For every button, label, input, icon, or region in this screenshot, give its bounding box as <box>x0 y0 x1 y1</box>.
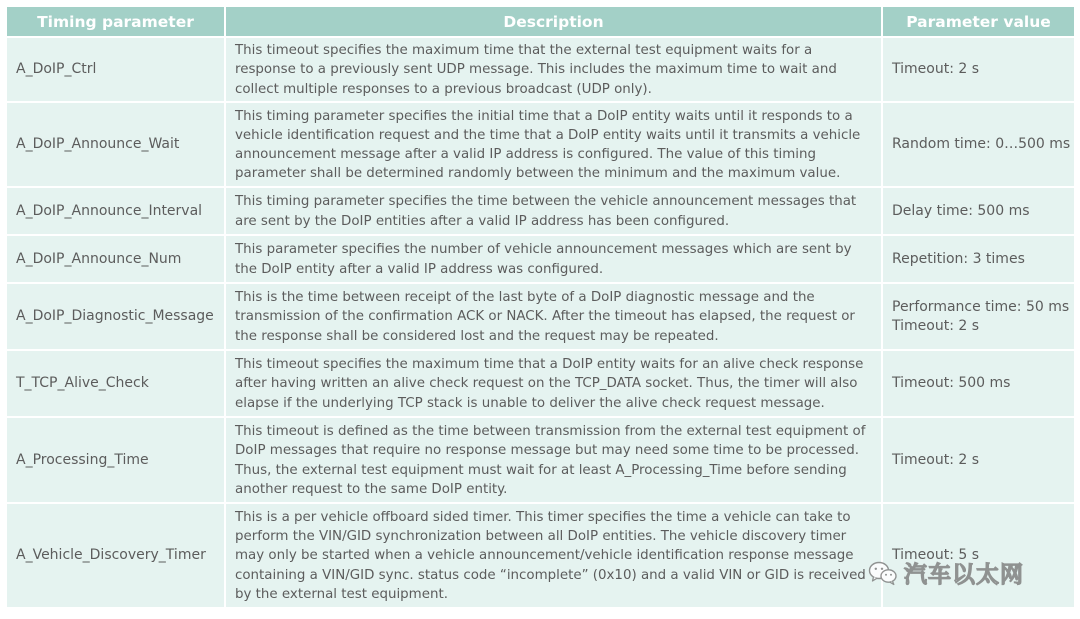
header-description: Description <box>226 7 881 36</box>
row-description: This timeout specifies the maximum time that the external test equipment waits for a response to a previously sent UDP message. This includes the maximum time to wait and collect multiple responses to a previous broadcast (UDP only). <box>226 38 881 101</box>
wechat-icon <box>868 560 898 586</box>
value-line: Repetition: 3 times <box>892 250 1025 267</box>
table-row <box>7 236 1074 282</box>
value-line: Delay time: 500 ms <box>892 202 1030 219</box>
row-timing-parameter: A_Processing_Time <box>7 418 224 502</box>
row-timing-parameter: A_Vehicle_Discovery_Timer <box>7 504 224 607</box>
row-parameter-value <box>883 236 1074 282</box>
value-line: Performance time: 50 ms <box>892 298 1070 315</box>
table-row <box>7 38 1074 101</box>
row-timing-parameter: A_DoIP_Announce_Interval <box>7 188 224 234</box>
row-parameter-value <box>883 284 1074 349</box>
table-row <box>7 351 1074 416</box>
table-header-row <box>7 7 1074 36</box>
value-line: Timeout: 2 s <box>892 318 980 334</box>
watermark <box>868 556 1024 589</box>
row-description: This timeout is defined as the time between transmission from the external test equipment of DoIP messages that require no response message but may need some time to be processed. Thus, the external test equipment must wait for at least A_Processing_Time before sending another request to the same DoIP entity. <box>226 418 881 502</box>
row-timing-parameter: A_DoIP_Announce_Wait <box>7 103 224 186</box>
value-line: Random time: 0…500 ms <box>892 136 1071 153</box>
row-description: This is a per vehicle offboard sided timer. This timer specifies the time a vehicle can take to perform the VIN/GID synchronization between all DoIP entities. The vehicle discovery timer may only be started when a vehicle announcement/vehicle identification response message containing a VIN/GID sync. status code “incomplete” (0x10) and a valid VIN or GID is received by the external test equipment. <box>226 504 881 607</box>
row-description: This timing parameter specifies the initial time that a DoIP entity waits until it responds to a vehicle identification request and the time that a DoIP entity waits until it transmits a vehicle announcement message after a valid IP address is configured. The value of this timing parameter shall be determined randomly between the minimum and the maximum value. <box>226 103 881 186</box>
row-description: This timeout specifies the maximum time that a DoIP entity waits for an alive check response after having written an alive check request on the TCP_DATA socket. Thus, the timer will also elapse if the underlying TCP stack is unable to deliver the alive check request message. <box>226 351 881 416</box>
row-parameter-value <box>883 351 1074 416</box>
table-row <box>7 188 1074 234</box>
value-line: Timeout: 500 ms <box>892 375 1011 392</box>
timing-parameters-table <box>5 5 1076 609</box>
header-timing-parameter: Timing parameter <box>7 7 224 36</box>
timing-parameters-table-container <box>7 7 1074 607</box>
value-line: Timeout: 2 s <box>892 61 980 78</box>
table-row <box>7 103 1074 186</box>
header-parameter-value: Parameter value <box>883 7 1074 36</box>
row-timing-parameter: T_TCP_Alive_Check <box>7 351 224 416</box>
row-timing-parameter: A_DoIP_Ctrl <box>7 38 224 101</box>
value-line: Timeout: 2 s <box>892 451 980 468</box>
row-parameter-value <box>883 103 1074 186</box>
row-description: This timing parameter specifies the time between the vehicle announcement messages that are sent by the DoIP entities after a valid IP address has been configured. <box>226 188 881 234</box>
row-timing-parameter: A_DoIP_Announce_Num <box>7 236 224 282</box>
row-description: This parameter specifies the number of vehicle announcement messages which are sent by the DoIP entity after a valid IP address was configured. <box>226 236 881 282</box>
row-timing-parameter: A_DoIP_Diagnostic_Message <box>7 284 224 349</box>
row-parameter-value <box>883 418 1074 502</box>
table-row <box>7 418 1074 502</box>
value-line: Timeout: 5 s <box>892 547 980 564</box>
watermark-text: 汽车以太网 <box>904 562 1024 588</box>
row-parameter-value <box>883 38 1074 101</box>
row-parameter-value <box>883 188 1074 234</box>
row-description: This is the time between receipt of the last byte of a DoIP diagnostic message and the transmission of the confirmation ACK or NACK. After the timeout has elapsed, the request or the response shall be considered lost and the request may be repeated. <box>226 284 881 349</box>
table-row <box>7 284 1074 349</box>
